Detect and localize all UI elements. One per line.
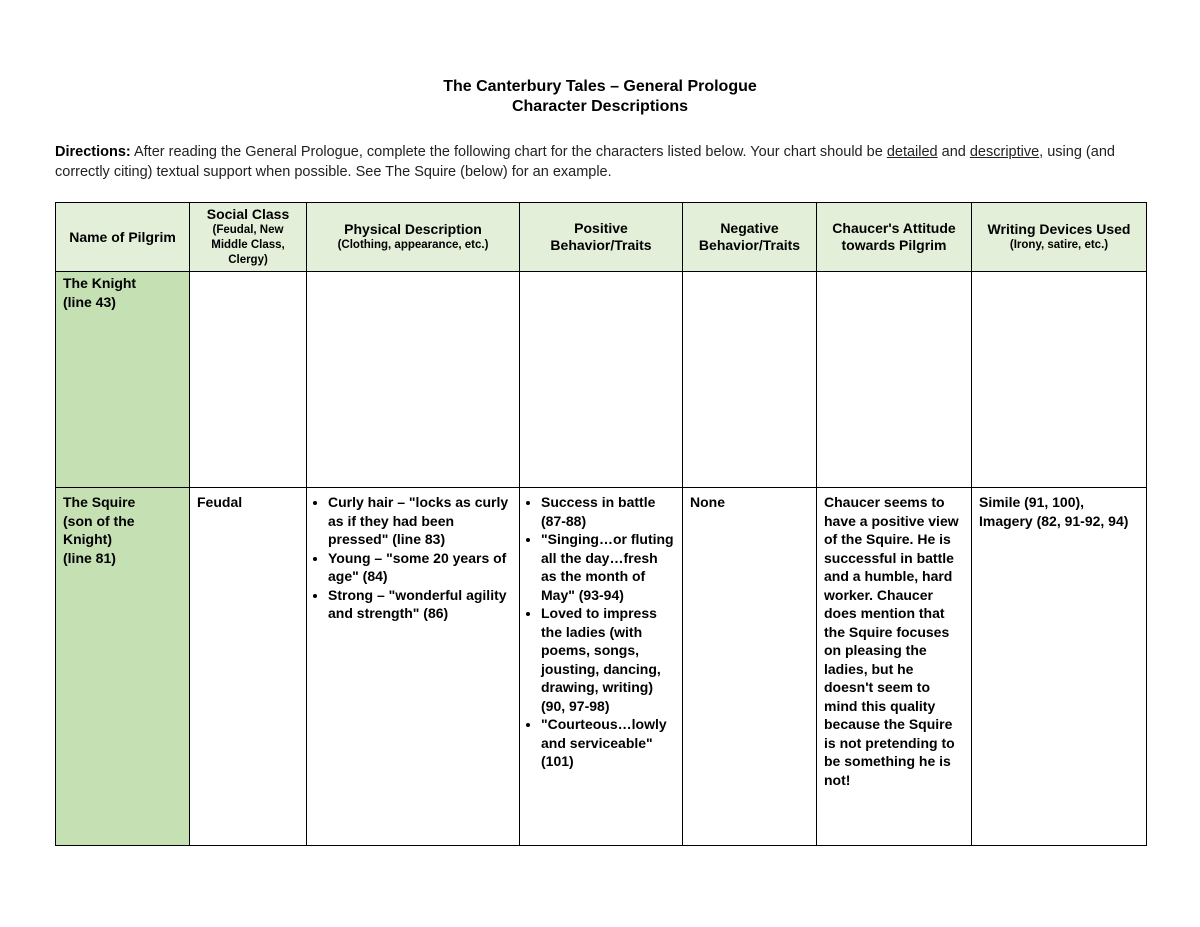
positive-traits-cell[interactable] (520, 272, 683, 488)
writing-devices-cell: Simile (91, 100), Imagery (82, 91-92, 94) (972, 488, 1147, 846)
pilgrim-name: The Squire (63, 494, 136, 510)
character-chart (55, 202, 1147, 846)
title-line-1: The Canterbury Tales – General Prologue (443, 78, 757, 95)
physical-description-list (314, 493, 512, 623)
negative-traits-cell: None (683, 488, 817, 846)
directions-paragraph (55, 142, 1150, 182)
directions-detailed: detailed (886, 144, 938, 160)
directions-text-3: , using (and correctly citing) textual support when possible. See The Squire (below) for an example. (55, 144, 1115, 180)
attitude-cell: Chaucer seems to have a positive view of the Squire. He is successful in battle and a humble, hard worker. Chaucer does mention that the Squire focuses on pleasing the ladies, but he doesn't seem to mind this quality because the Squire is not pretending to be something he is not! (817, 488, 972, 846)
pilgrim-line-ref: (line 43) (63, 293, 116, 310)
document-title (0, 77, 1200, 117)
pilgrim-name-cell (56, 488, 190, 846)
list-item: • Young – "some 20 years of age" (84) (328, 549, 512, 586)
header-negative-traits: Negative Behavior/Traits (683, 203, 817, 272)
header-chaucer-attitude: Chaucer's Attitude towards Pilgrim (817, 203, 972, 272)
header-physical-description: Physical Description (Clothing, appearance, etc.) (307, 203, 520, 272)
list-item: • "Singing…or fluting all the day…fresh as the month of May" (93-94) (541, 530, 675, 604)
table-row-squire (56, 488, 1147, 846)
pilgrim-relation: (son of the Knight) (63, 512, 135, 547)
directions-text-2: and (937, 144, 970, 160)
attitude-cell[interactable] (817, 272, 972, 488)
physical-description-cell (307, 488, 520, 846)
table-row-knight (56, 272, 1147, 488)
list-item: • Success in battle (87-88) (541, 493, 675, 530)
title-line-2: Character Descriptions (511, 98, 689, 115)
directions-text-1: After reading the General Prologue, complete the following chart for the characters listed below. Your chart should be (130, 144, 887, 160)
list-item: • Curly hair – "locks as curly as if they had been pressed" (line 83) (328, 493, 512, 549)
header-social-class: Social Class (Feudal, New Middle Class, Clergy) (190, 203, 307, 272)
header-physical-description-note: (Clothing, appearance, etc.) (337, 239, 489, 251)
list-item: • Strong – "wonderful agility and strength" (86) (328, 586, 512, 623)
header-positive-traits: Positive Behavior/Traits (520, 203, 683, 272)
header-social-class-note: (Feudal, New Middle Class, Clergy) (211, 224, 285, 266)
positive-traits-list (527, 493, 675, 771)
writing-devices-cell[interactable] (972, 272, 1147, 488)
pilgrim-name-cell (56, 272, 190, 488)
directions-descriptive: descriptive (969, 144, 1040, 160)
list-item: • "Courteous…lowly and serviceable" (101) (541, 715, 675, 771)
positive-traits-cell (520, 488, 683, 846)
pilgrim-name: The Knight (63, 275, 137, 291)
header-name-of-pilgrim: Name of Pilgrim (56, 203, 190, 272)
header-row (56, 203, 1147, 272)
social-class-cell[interactable] (190, 272, 307, 488)
header-writing-devices-note: (Irony, satire, etc.) (1009, 239, 1109, 251)
list-item: • Loved to impress the ladies (with poems, songs, jousting, dancing, drawing, writing) (90, 97-98) (541, 604, 675, 715)
directions-label: Directions: (55, 144, 131, 160)
social-class-cell: Feudal (190, 488, 307, 846)
pilgrim-line-ref: (line 81) (63, 549, 116, 566)
physical-description-cell[interactable] (307, 272, 520, 488)
header-writing-devices: Writing Devices Used (Irony, satire, etc.) (972, 203, 1147, 272)
negative-traits-cell[interactable] (683, 272, 817, 488)
